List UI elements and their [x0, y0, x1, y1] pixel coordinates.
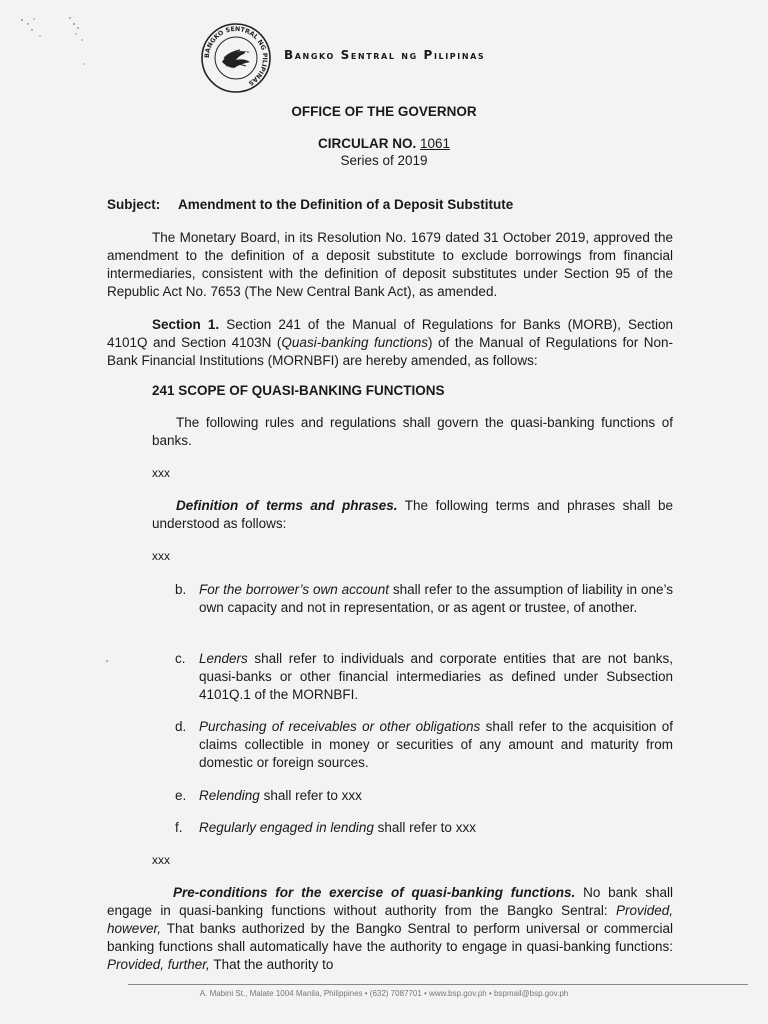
scan-speck — [106, 660, 108, 662]
document-page: BANGKO SENTRAL NG PILIPINAS Bangko Sentral ng Pilipinas OFFICE OF THE GOVERNOR CIRCULAR NO. 1061 Series of 2019 Subject: Amendment to the Definition of a Deposit Substitute The Monetary Board, in its Resolution No. 1679 dated 31 October 2019, approved the amendment to the definition of a deposit substitute to exclude borrowings from financial intermediaries, consistent with the definition of deposit substitutes under Section 95 of the Republic Act No. 7653 (The New Central Bank Act), as amended. Section 1. Section 241 of the Manual of Regulations for Banks (MORB), Section 4101Q and Section 4103N (Quasi-banking functions) of the Manual of Regulations for Non-Bank Financial Institutions (MORNBFI) are hereby amended, as follows: 241 SCOPE OF QUASI-BANKING FUNCTIONS The following rules and regulations shall govern the quasi-banking functions of banks. xxx Definition of terms and phrases. The following terms and phrases shall be understood as follows: xxx b. For the borrower’s own account shall refer to the assumption of liability in one’s own capacity and not in representation, or as agent or trustee, of another. c. Lenders shall refer to individuals and corporate entities that are not banks, quasi-banks or other financial intermediaries as defined under Subsection 4101Q.1 of the MORNBFI. d. Purchasing of receivables or other obligations shall refer to the acquisition of claims collectible in money or securities of any amount and maturity from domestic or foreign sources. e. Relending shall refer to xxx f. Regularly engaged in lending shall refer to xxx xxx Pre-conditions for the exercise of quasi-banking functions. No bank shall engage in quasi-banking functions without authority from the Bangko Sentral: Provided, however, That banks authorized by the Bangko Sentral to perform universal or commercial banking functions shall automatically have the authority to engage in quasi-banking functions: Provided, further, That the authority to A. Mabini St., Malate 1004 Manila, Philippines • (632) 7087701 • www.bsp.gov.ph • bspmail@bsp.gov.ph — [0, 0, 768, 1024]
subject-label: Subject: — [107, 197, 161, 212]
subject-line — [107, 197, 513, 212]
preconditions-paragraph: Pre-conditions for the exercise of quasi-banking functions. No bank shall engage in quasi-banking functions without authority from the Bangko Sentral: Provided, however, That banks authorized by the Bangko Sentral to perform universal or commercial banking functions shall automatically have the authority to engage in quasi-banking functions: Provided, further, That the authority to — [107, 885, 673, 972]
seal-text: BANGKO SENTRAL NG PILIPINAS — [203, 25, 269, 87]
intro-paragraph: The Monetary Board, in its Resolution No. 1679 dated 31 October 2019, approved the amendment to the definition of a deposit substitute to exclude borrowings from financial intermediaries, consistent with the definition of deposit substitutes under Section 95 of the Republic Act No. 7653 (The New Central Bank Act), as amended. — [107, 230, 673, 299]
section-1-paragraph: Section 1. Section 241 of the Manual of Regulations for Banks (MORB), Section 4101Q and Section 4103N (Quasi-banking functions) of the Manual of Regulations for Non-Bank Financial Institutions (MORNBFI) are hereby amended, as follows: — [107, 317, 673, 368]
definitions-title: Definition of terms and phrases. — [176, 498, 398, 513]
section-241-heading: 241 SCOPE OF QUASI-BANKING FUNCTIONS — [152, 383, 445, 398]
bsp-seal-logo — [200, 22, 272, 94]
circular-number-value: 1061 — [419, 136, 451, 151]
preconditions-title: Pre-conditions for the exercise of quasi-banking functions. — [173, 885, 576, 900]
definitions-paragraph: Definition of terms and phrases. The following terms and phrases shall be understood as follows: — [152, 498, 673, 531]
circular-number — [0, 136, 768, 151]
omission-marker: xxx — [152, 549, 170, 563]
section-1-label: Section 1. — [152, 317, 220, 332]
subject-text: Amendment to the Definition of a Deposit Substitute — [178, 197, 514, 212]
office-title: OFFICE OF THE GOVERNOR — [291, 104, 477, 119]
scan-specks — [18, 14, 98, 74]
footer-rule — [128, 984, 748, 985]
omission-marker: xxx — [152, 466, 170, 480]
omission-marker: xxx — [152, 853, 170, 867]
circular-label: CIRCULAR NO. — [317, 136, 417, 151]
series-year: Series of 2019 — [340, 153, 428, 168]
rules-paragraph: The following rules and regulations shall govern the quasi-banking functions of banks. — [152, 415, 673, 448]
bank-name: Bangko Sentral ng Pilipinas — [284, 48, 486, 62]
footer-contact: A. Mabini St., Malate 1004 Manila, Philippines • (632) 7087701 • www.bsp.gov.ph • bspmail@bsp.gov.ph — [199, 989, 569, 998]
